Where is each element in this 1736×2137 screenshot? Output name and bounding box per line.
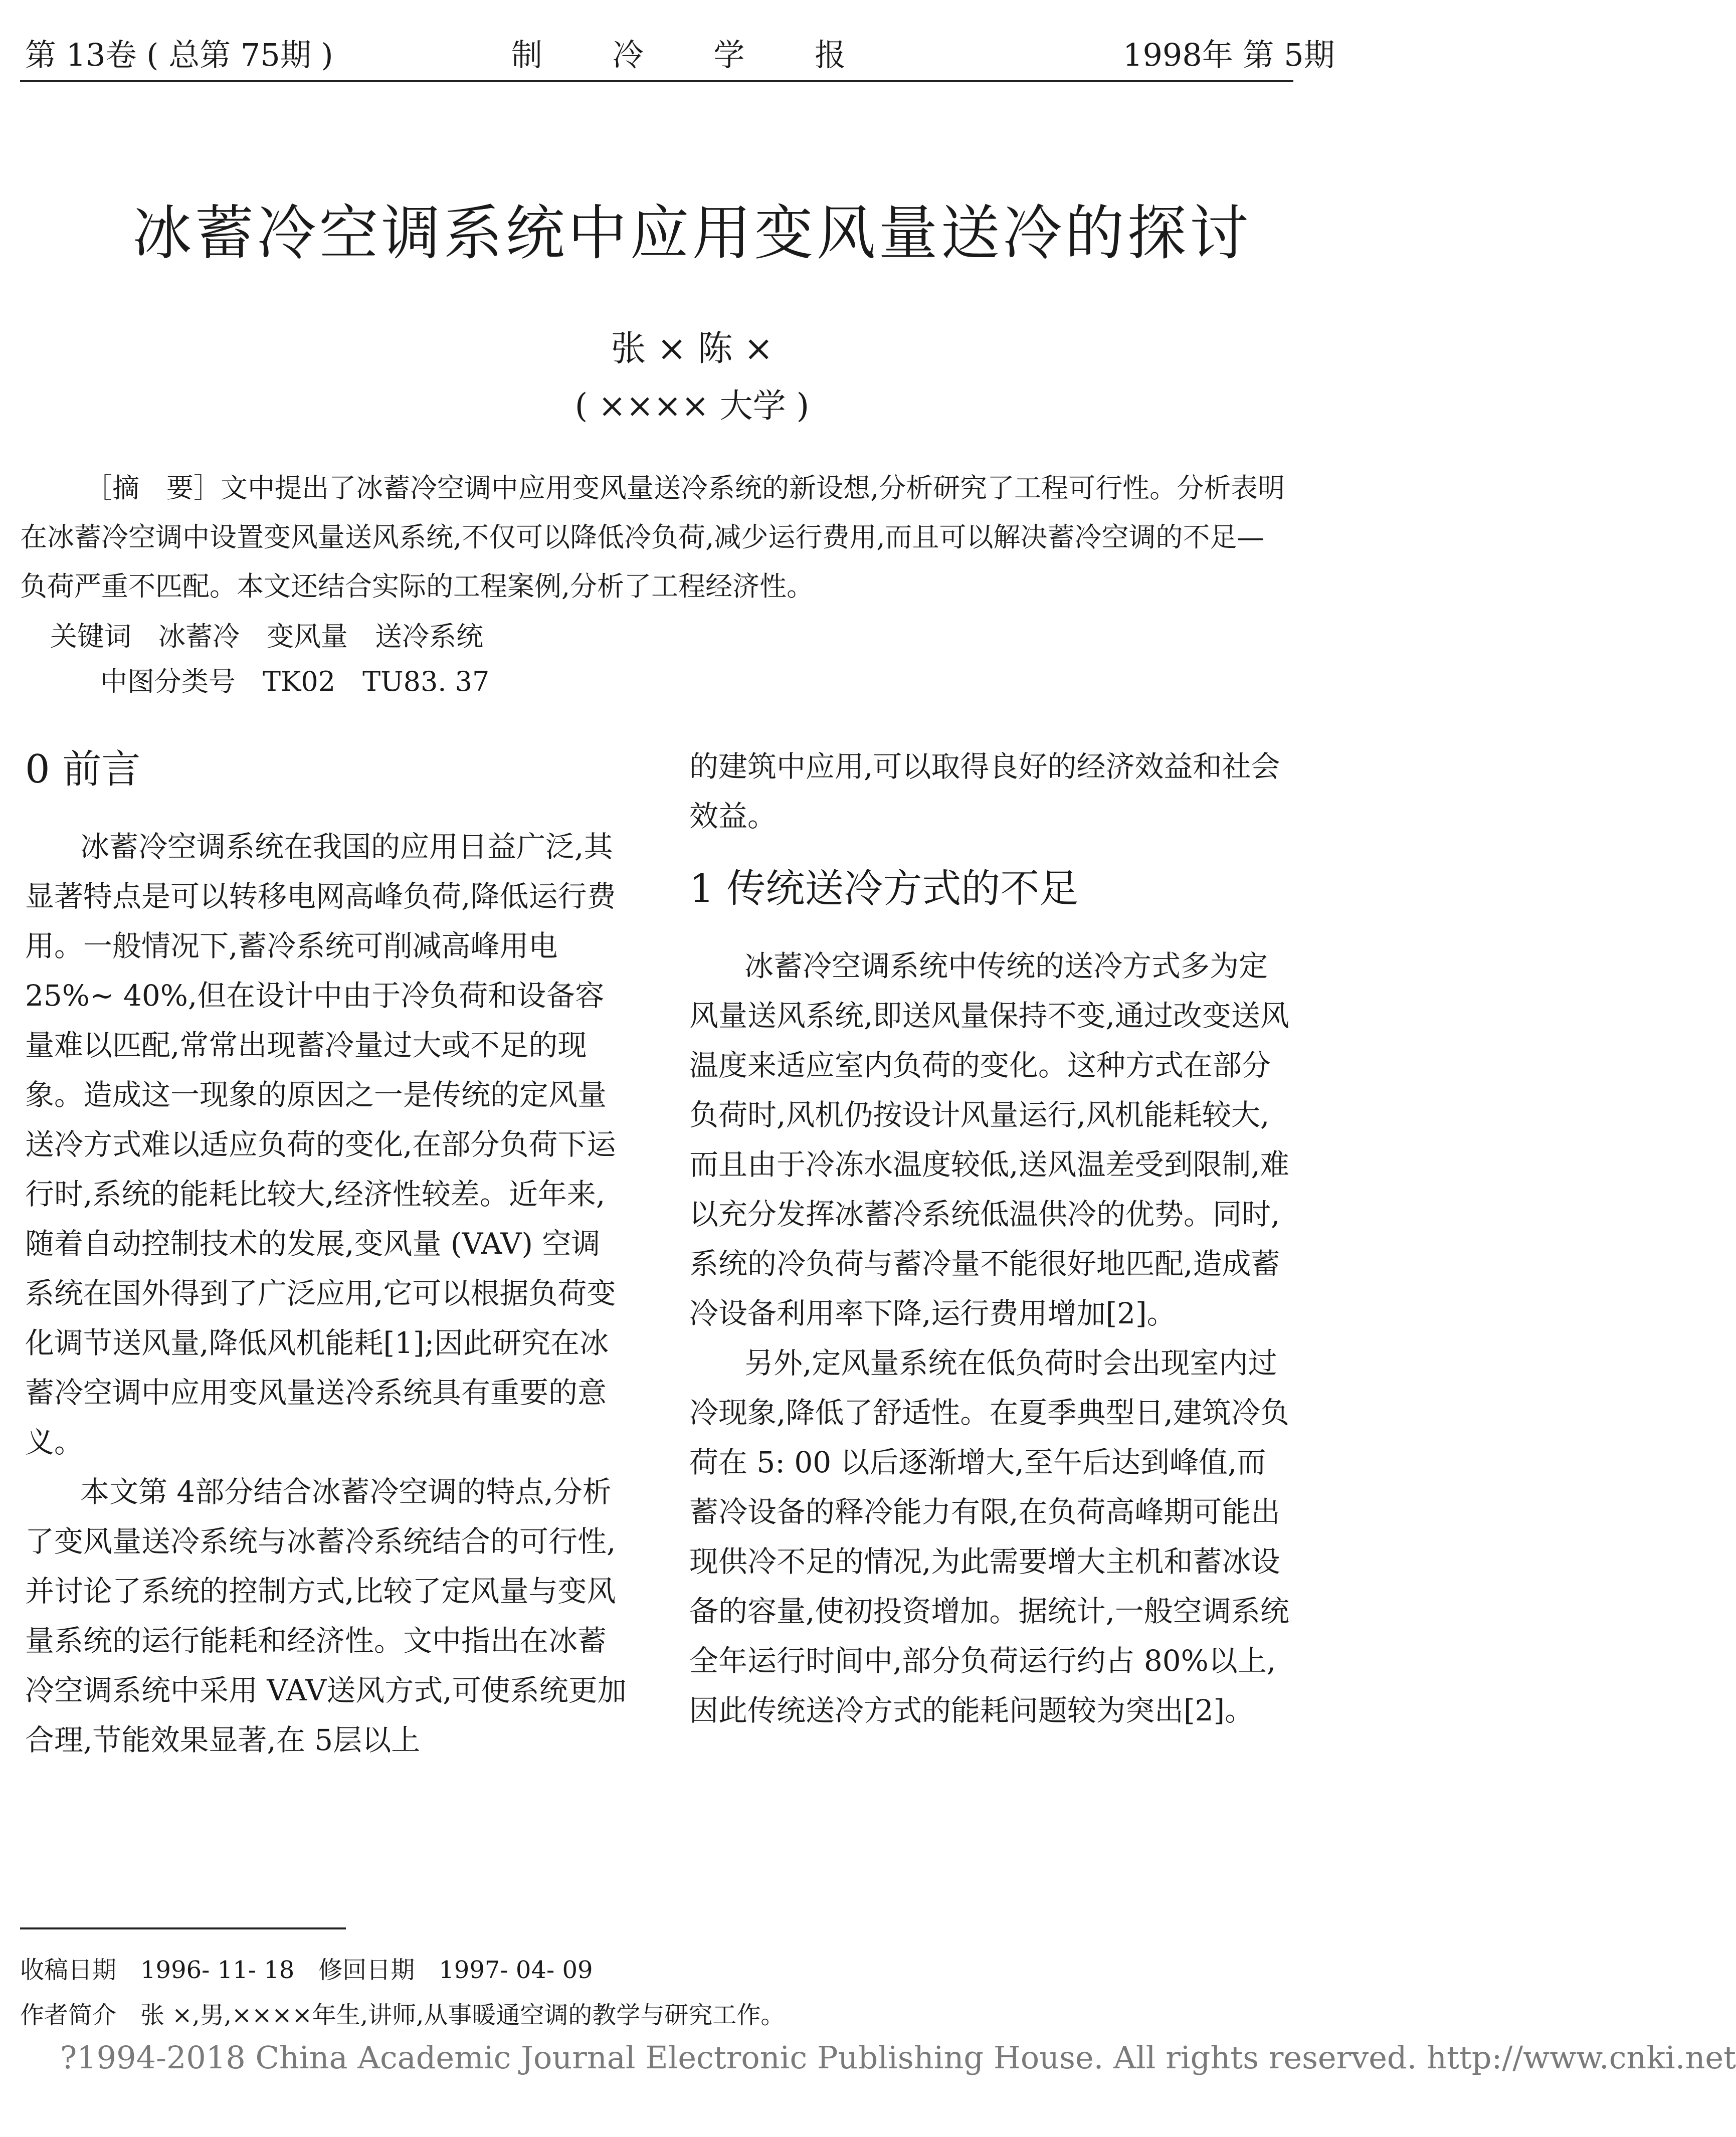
paragraph: 冰蓄冷空调系统在我国的应用日益广泛,其显著特点是可以转移电网高峰负荷,降低运行费用。一般情况下,蓄冷系统可削减高峰用电 25%~ 40%,但在设计中由于冷负荷和设备容量难以匹配,常常出现蓄冷量过大或不足的现象。造成这一现象的原因之一是传统的定风量送冷方式难以适应负荷的变化,在部分负荷下运行时,系统的能耗比较大,经济性较差。近年来,随着自动控制技术的发展,变风量 (VAV) 空调系统在国外得到了广泛应用,它可以根据负荷变化调节送风量,降低风机能耗[1];因此研究在冰蓄冷空调中应用变风量送冷系统具有重要的意义。 xyxy=(25,830,616,1459)
paragraph: 本文第 4部分结合冰蓄冷空调的特点,分析了变风量送冷系统与冰蓄冷系统结合的可行性,并讨论了系统的控制方式,比较了定风量与变风量系统的运行能耗和经济性。文中指出在冰蓄冷空调系统中采用 VAV送风方式,可使系统更加合理,节能效果显著,在 5层以上 xyxy=(25,1475,627,1757)
header-journal: 制 冷 学 报 xyxy=(511,37,876,73)
footnotes xyxy=(20,1948,1293,2038)
paragraph: 冰蓄冷空调系统中传统的送冷方式多为定风量送风系统,即送风量保持不变,通过改变送风温度来适应室内负荷的变化。这种方式在部分负荷时,风机仍按设计风量运行,风机能耗较大,而且由于冷冻水温度较低,送风温差受到限制,难以充分发挥冰蓄冷系统低温供冷的优势。同时,系统的冷负荷与蓄冷量不能很好地匹配,造成蓄冷设备利用率下降,运行费用增加[2]。 xyxy=(689,949,1289,1330)
left-column xyxy=(25,742,627,1765)
abstract-text: ［摘 要］文中提出了冰蓄冷空调中应用变风量送冷系统的新设想,分析研究了工程可行性。分析表明在冰蓄冷空调中设置变风量送风系统,不仅可以降低冷负荷,减少运行费用,而且可以解决蓄冷空调的不足— 负荷严重不匹配。本文还结合实际的工程案例,分析了工程经济性。 xyxy=(20,472,1285,602)
footnote-author-bio: 作者简介 张 ×,男,××××年生,讲师,从事暖通空调的教学与研究工作。 xyxy=(20,2001,785,2029)
footnote-dates: 收稿日期 1996- 11- 18 修回日期 1997- 04- 09 xyxy=(20,1956,593,1984)
paper-authors: 张 × 陈 × xyxy=(611,328,774,369)
running-header xyxy=(20,20,1335,82)
paper-title: 冰蓄冷空调系统中应用变风量送冷的探讨 xyxy=(132,199,1252,268)
footnote-rule xyxy=(20,1927,346,1929)
paragraph: 另外,定风量系统在低负荷时会出现室内过冷现象,降低了舒适性。在夏季典型日,建筑冷负荷在 5: 00 以后逐渐增大,至午后达到峰值,而蓄冷设备的释冷能力有限,在负荷高峰期可能出现供冷不足的情况,为此需要增大主机和蓄冰设备的容量,使初投资增加。据统计,一般空调系统全年运行时间中,部分负荷运行约占 80%以上,因此传统送冷方式的能耗问题较为突出[2]。 xyxy=(689,1346,1289,1727)
abstract xyxy=(20,464,1293,611)
keywords: 关键词 冰蓄冷 变风量 送冷系统 xyxy=(50,621,483,652)
header-date: 1998年 第 5期 xyxy=(1123,37,1335,73)
header-volume: 第 13卷 ( 总第 75期 ) xyxy=(25,37,333,73)
right-column xyxy=(689,742,1291,1735)
section-heading-traditional-cooling: 1 传统送冷方式的不足 xyxy=(689,866,1079,911)
paper-affiliation: ( ×××× 大学 ) xyxy=(574,386,810,425)
classification-number: 中图分类号 TK02 TU83. 37 xyxy=(100,666,490,697)
paragraph-continuation: 的建筑中应用,可以取得良好的经济效益和社会效益。 xyxy=(689,749,1280,833)
copyright-line: ?1994-2018 China Academic Journal Electronic Publishing House. All rights reserved. http://www.cnki.net xyxy=(60,2039,1736,2076)
section-heading-introduction: 0 前言 xyxy=(25,747,141,792)
